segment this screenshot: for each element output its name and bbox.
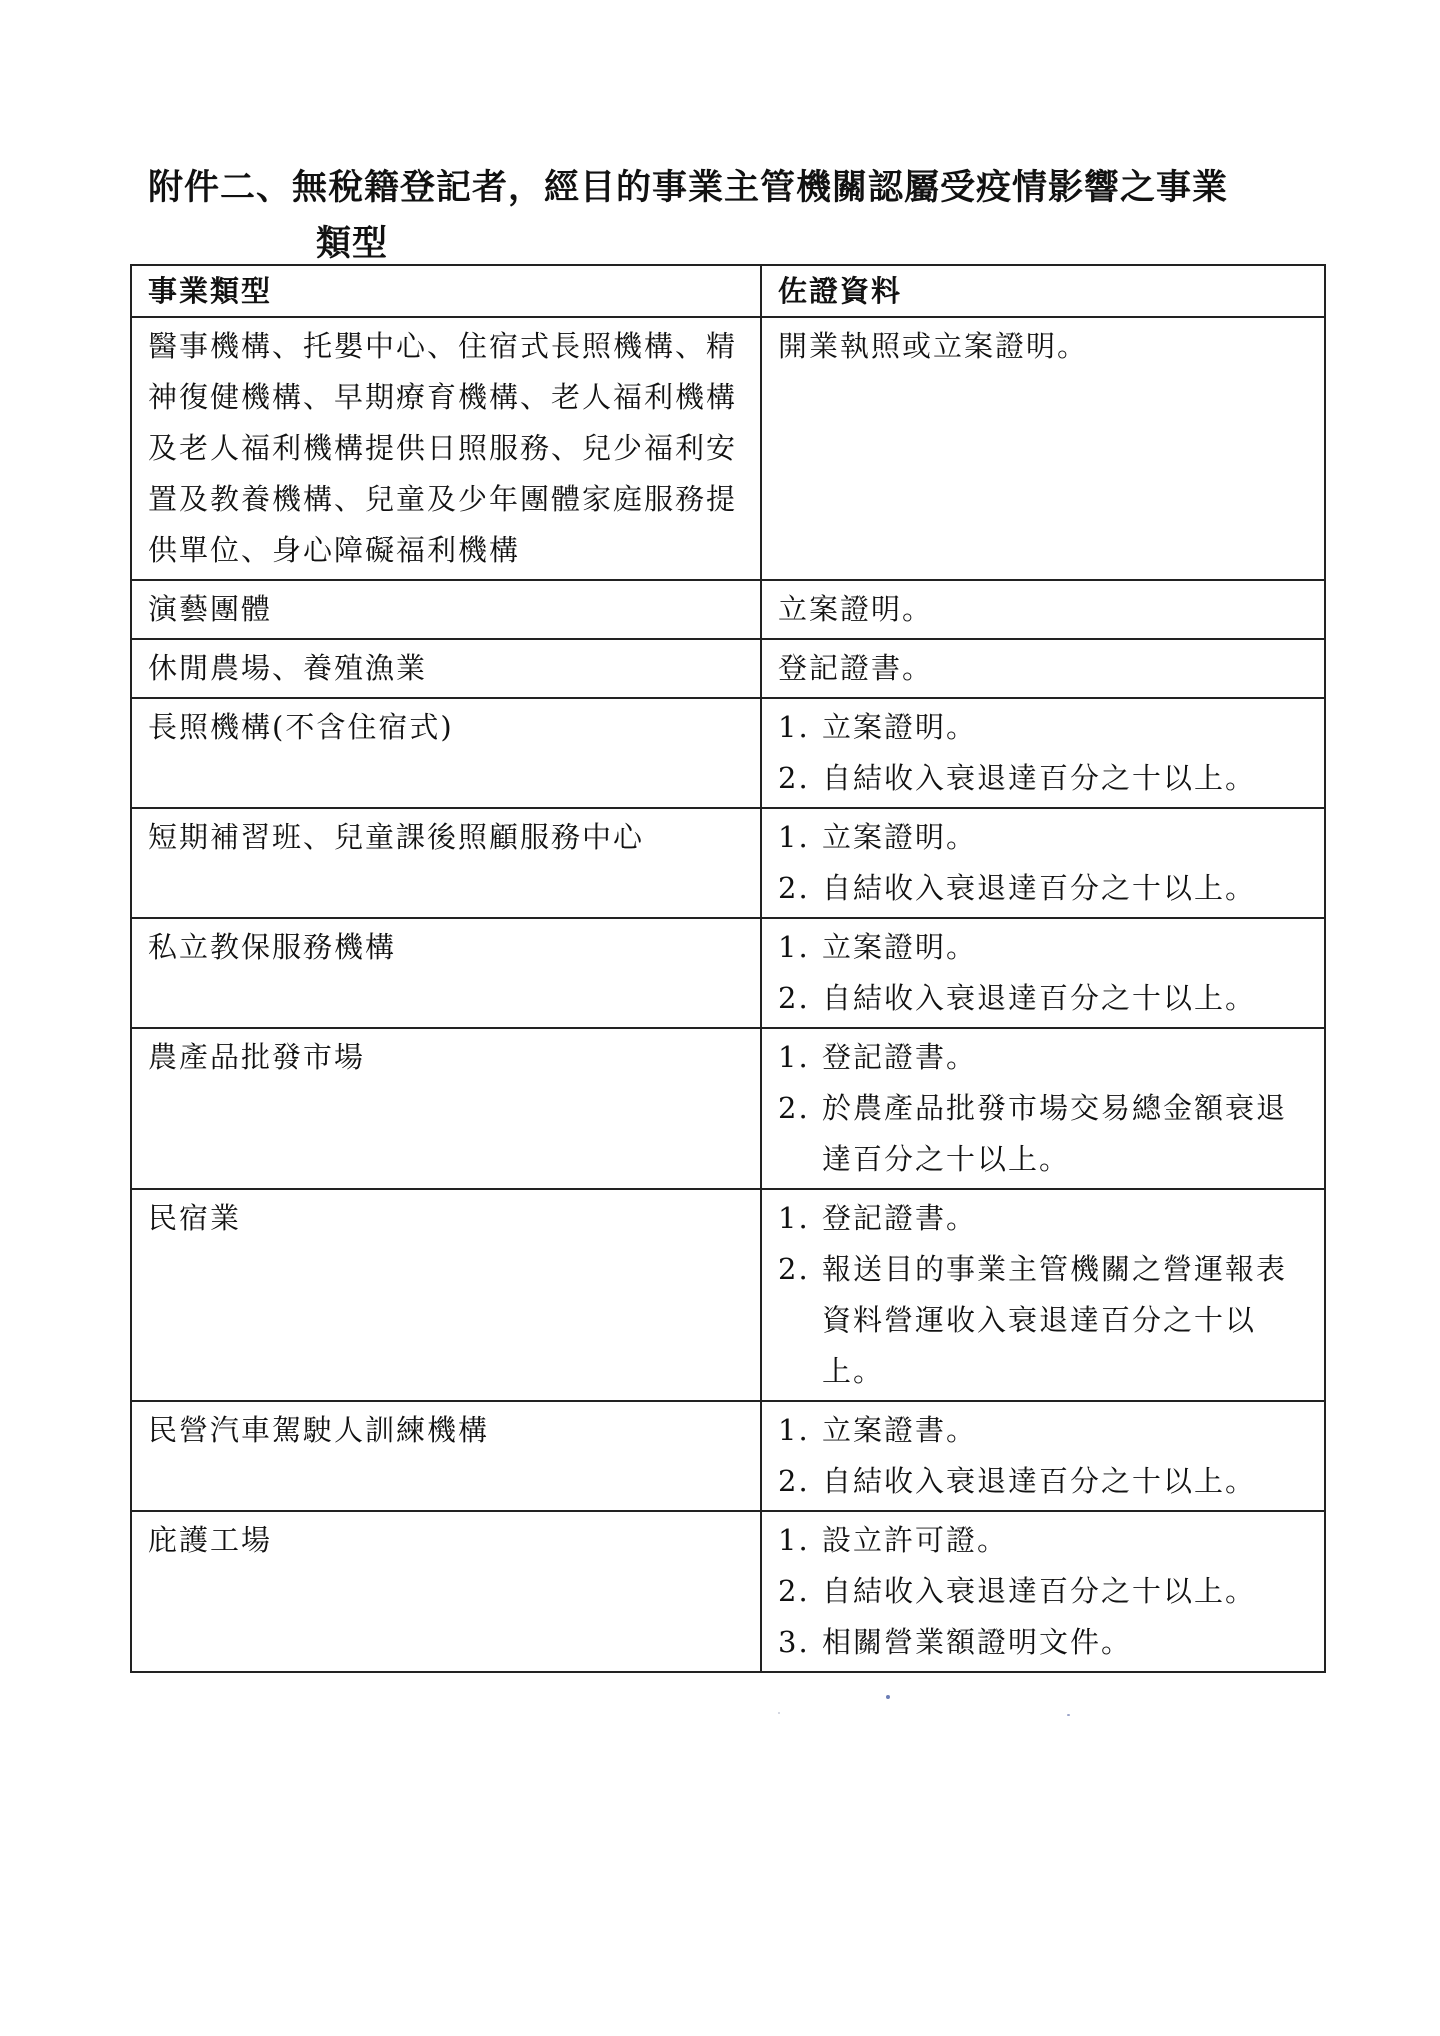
table-row (131, 918, 1325, 1028)
item-text: 登記證書。 (822, 1201, 978, 1235)
supporting-doc-item (778, 1193, 1314, 1244)
business-type-cell: 長照機構(不含住宿式) (131, 698, 761, 808)
business-type-cell: 演藝團體 (131, 580, 761, 639)
table-row (131, 1511, 1325, 1672)
item-number: 1. (778, 1040, 810, 1074)
title-line-1: 附件二、無稅籍登記者，經目的事業主管機關認屬受疫情影響之事業 (148, 167, 1229, 208)
business-type-cell: 短期補習班、兒童課後照顧服務中心 (131, 808, 761, 918)
supporting-docs-list (778, 1405, 1314, 1507)
supporting-docs-list (778, 643, 1314, 694)
item-number: 1. (778, 710, 810, 744)
supporting-doc-item (778, 1032, 1314, 1083)
item-text: 登記證書。 (822, 1040, 978, 1074)
item-number: 2. (778, 1252, 810, 1286)
supporting-doc-item (778, 1083, 1314, 1185)
item-text: 於農產品批發市場交易總金額衰退達百分之十以上。 (822, 1091, 1288, 1176)
table-header-row (131, 265, 1325, 317)
item-text: 報送目的事業主管機關之營運報表資料營運收入衰退達百分之十以上。 (822, 1252, 1288, 1388)
supporting-docs-cell (761, 1511, 1325, 1672)
table-row (131, 698, 1325, 808)
item-text: 相關營業額證明文件。 (822, 1625, 1133, 1659)
supporting-docs-cell (761, 808, 1325, 918)
supporting-docs-cell (761, 918, 1325, 1028)
table-row (131, 639, 1325, 698)
item-text: 自結收入衰退達百分之十以上。 (822, 1574, 1257, 1608)
supporting-doc-item (778, 922, 1314, 973)
supporting-docs-cell (761, 1189, 1325, 1401)
table-row (131, 317, 1325, 580)
item-number: 1. (778, 930, 810, 964)
item-number: 2. (778, 1464, 810, 1498)
supporting-docs-cell (761, 698, 1325, 808)
item-number: 1. (778, 1413, 810, 1447)
business-type-cell: 農產品批發市場 (131, 1028, 761, 1189)
supporting-doc-item (778, 321, 1314, 372)
supporting-doc-item (778, 812, 1314, 863)
supporting-docs-list (778, 922, 1314, 1024)
business-type-table (130, 264, 1326, 1673)
item-number: 2. (778, 981, 810, 1015)
table-row (131, 808, 1325, 918)
header-business-type: 事業類型 (131, 265, 761, 317)
title-line-2: 類型 (316, 223, 389, 264)
table-body (131, 317, 1325, 1672)
supporting-docs-list (778, 321, 1314, 372)
item-number: 1. (778, 1523, 810, 1557)
item-text: 登記證書。 (778, 651, 934, 685)
supporting-docs-list (778, 812, 1314, 914)
business-type-cell: 民營汽車駕駛人訓練機構 (131, 1401, 761, 1511)
business-type-cell: 民宿業 (131, 1189, 761, 1401)
item-text: 立案證明。 (822, 710, 978, 744)
supporting-docs-cell (761, 1028, 1325, 1189)
item-text: 開業執照或立案證明。 (778, 329, 1089, 363)
supporting-docs-cell (761, 580, 1325, 639)
item-text: 設立許可證。 (822, 1523, 1009, 1557)
supporting-doc-item (778, 753, 1314, 804)
scan-speck (778, 1712, 780, 1714)
supporting-doc-item (778, 1456, 1314, 1507)
item-number: 2. (778, 1091, 810, 1125)
item-text: 自結收入衰退達百分之十以上。 (822, 761, 1257, 795)
item-text: 自結收入衰退達百分之十以上。 (822, 981, 1257, 1015)
item-number: 2. (778, 1574, 810, 1608)
table-row (131, 580, 1325, 639)
item-text: 自結收入衰退達百分之十以上。 (822, 1464, 1257, 1498)
supporting-docs-list (778, 1032, 1314, 1185)
item-number: 2. (778, 761, 810, 795)
item-text: 立案證書。 (822, 1413, 978, 1447)
header-supporting-docs: 佐證資料 (761, 265, 1325, 317)
supporting-doc-item (778, 1244, 1314, 1397)
item-text: 自結收入衰退達百分之十以上。 (822, 871, 1257, 905)
supporting-doc-item (778, 973, 1314, 1024)
supporting-doc-item (778, 584, 1314, 635)
item-text: 立案證明。 (822, 820, 978, 854)
supporting-doc-item (778, 702, 1314, 753)
supporting-doc-item (778, 1566, 1314, 1617)
supporting-doc-item (778, 1617, 1314, 1668)
business-type-cell: 私立教保服務機構 (131, 918, 761, 1028)
table-row (131, 1401, 1325, 1511)
table-row (131, 1189, 1325, 1401)
supporting-docs-cell (761, 639, 1325, 698)
item-text: 立案證明。 (822, 930, 978, 964)
table-row (131, 1028, 1325, 1189)
supporting-doc-item (778, 863, 1314, 914)
supporting-docs-list (778, 702, 1314, 804)
supporting-docs-list (778, 584, 1314, 635)
supporting-docs-list (778, 1193, 1314, 1397)
supporting-docs-cell (761, 1401, 1325, 1511)
document-title (148, 160, 1298, 272)
supporting-doc-item (778, 1405, 1314, 1456)
business-type-cell: 醫事機構、托嬰中心、住宿式長照機構、精神復健機構、早期療育機構、老人福利機構及老人福利機構提供日照服務、兒少福利安置及教養機構、兒童及少年團體家庭服務提供單位、身心障礙福利機構 (131, 317, 761, 580)
item-number: 1. (778, 820, 810, 854)
item-number: 3. (778, 1625, 810, 1659)
supporting-doc-item (778, 1515, 1314, 1566)
supporting-docs-cell (761, 317, 1325, 580)
supporting-doc-item (778, 643, 1314, 694)
supporting-docs-list (778, 1515, 1314, 1668)
item-text: 立案證明。 (778, 592, 934, 626)
item-number: 2. (778, 871, 810, 905)
item-number: 1. (778, 1201, 810, 1235)
business-type-cell: 休閒農場、養殖漁業 (131, 639, 761, 698)
business-type-cell: 庇護工場 (131, 1511, 761, 1672)
scan-speck (886, 1695, 890, 1699)
scan-speck (1067, 1714, 1070, 1716)
